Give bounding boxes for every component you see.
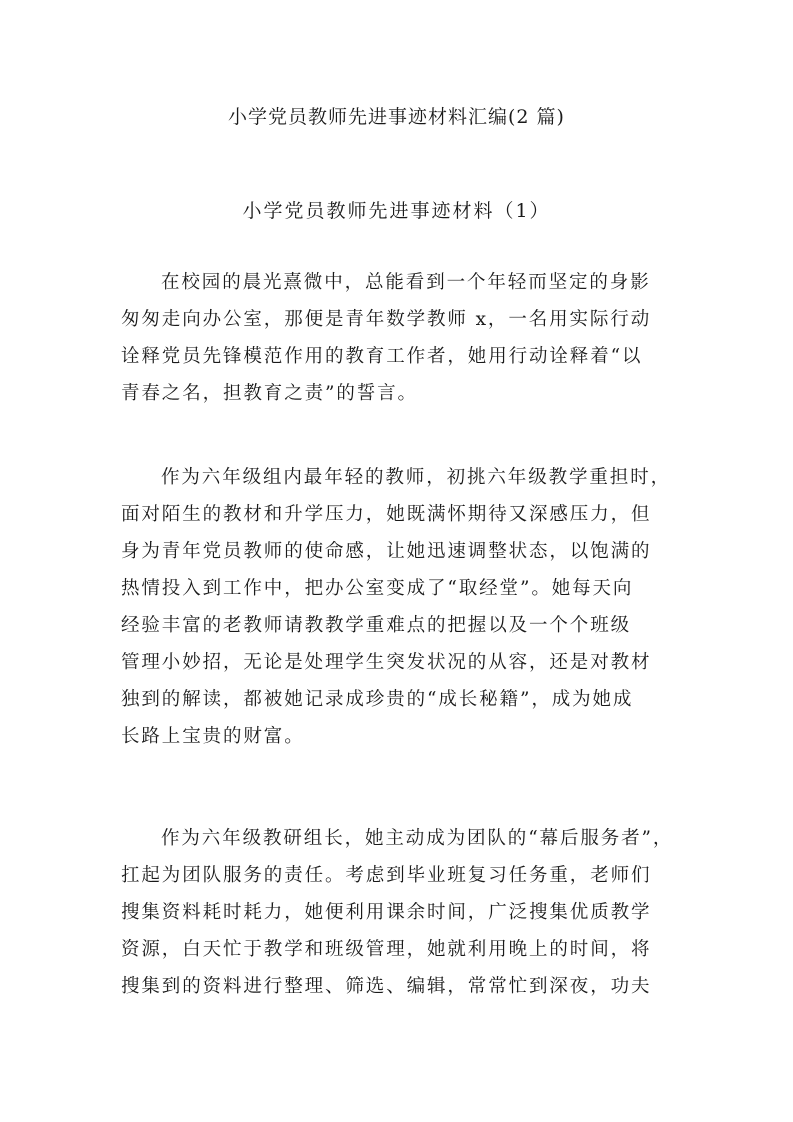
document-title: 小学党员教师先进事迹材料汇编(2 篇): [228, 106, 565, 128]
paragraph-line: 搜集资料耗时耗力，她便利用课余时间，广泛搜集优质教学: [121, 902, 652, 923]
paragraph-line: 匆匆走向办公室，那便是青年数学教师 x，一名用实际行动: [121, 309, 652, 330]
paragraph-line: 资源，白天忙于教学和班级管理，她就利用晚上的时间，将: [121, 939, 652, 960]
paragraph-line: 管理小妙招，无论是处理学生突发状况的从容，还是对教材: [121, 652, 652, 673]
paragraph-line: 面对陌生的教材和升学压力，她既满怀期待又深感压力，但: [121, 504, 652, 525]
paragraph-line: 作为六年级教研组长，她主动成为团队的“幕后服务者”，: [161, 828, 674, 849]
paragraph-line: 诠释党员先锋模范作用的教育工作者，她用行动诠释着“以: [121, 346, 643, 367]
paragraph-line: 长路上宝贵的财富。: [121, 726, 305, 747]
paragraph-1: [121, 264, 681, 412]
paragraph-line: 扛起为团队服务的责任。考虑到毕业班复习任务重，老师们: [121, 865, 652, 886]
section-title: 小学党员教师先进事迹材料（1）: [242, 200, 551, 222]
paragraph-line: 作为六年级组内最年轻的教师，初挑六年级教学重担时，: [161, 467, 672, 488]
paragraph-line: 热情投入到工作中，把办公室变成了“取经堂”。她每天向: [121, 578, 634, 599]
paragraph-line: 独到的解读，都被她记录成珍贵的“成长秘籍”，成为她成: [121, 689, 634, 710]
paragraph-line: 身为青年党员教师的使命感，让她迅速调整状态，以饱满的: [121, 541, 652, 562]
paragraph-2: [121, 459, 681, 755]
paragraph-line: 在校园的晨光熹微中，总能看到一个年轻而坚定的身影: [161, 272, 651, 293]
paragraph-3: [121, 820, 681, 1005]
paragraph-line: 搜集到的资料进行整理、筛选、编辑，常常忙到深夜，功夫: [121, 976, 652, 997]
paragraph-line: 经验丰富的老教师请教教学重难点的把握以及一个个班级: [121, 615, 632, 636]
paragraph-line: 青春之名，担教育之责”的誓言。: [121, 383, 418, 404]
